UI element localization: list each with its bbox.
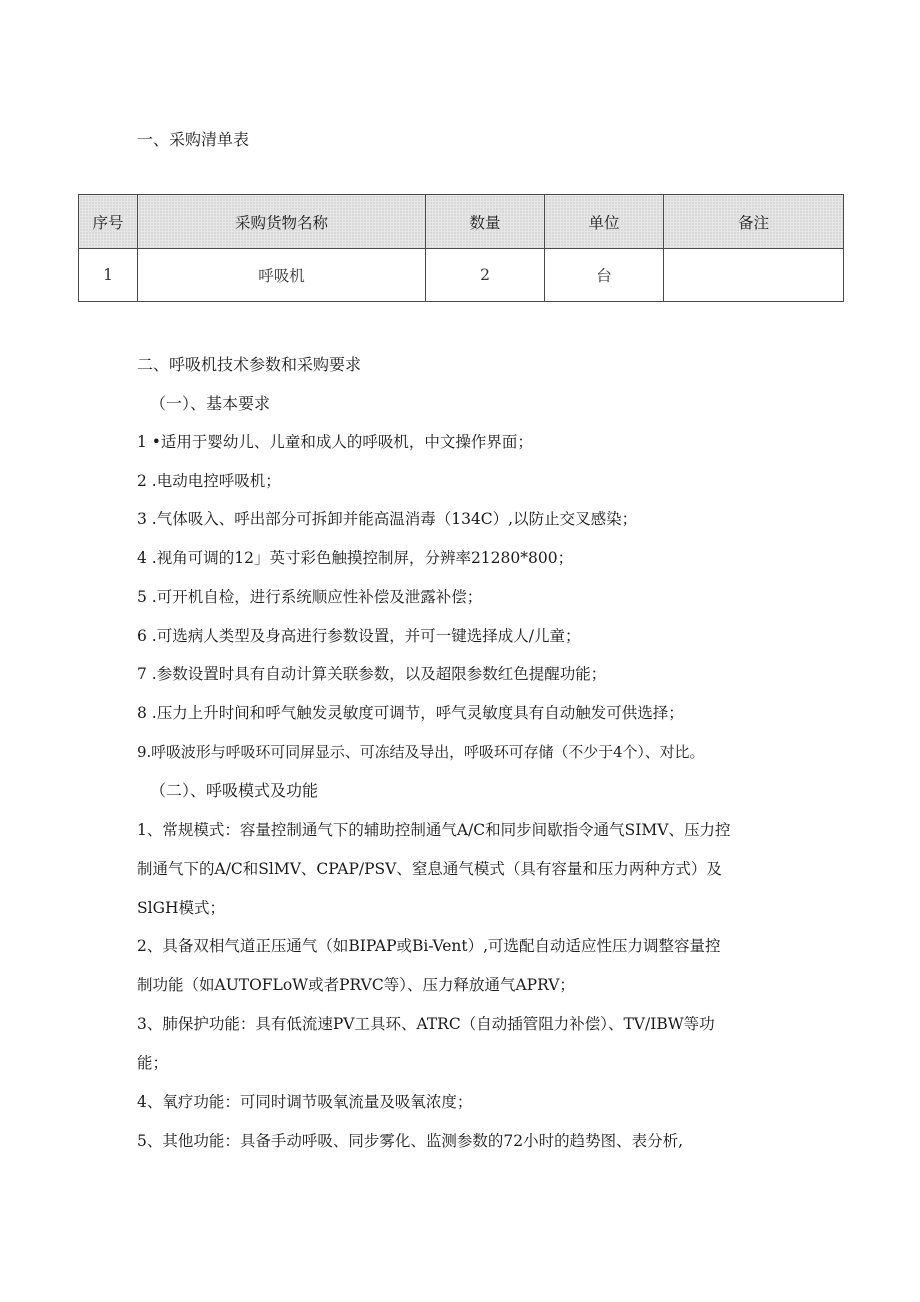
header-index: 序号 — [79, 195, 138, 249]
table-row — [79, 249, 844, 302]
header-remark: 备注 — [664, 195, 844, 249]
text-line: 制功能（如AUTOFLoW或者PRVC等）、压力释放通气APRV； — [137, 976, 575, 994]
list-item: 5 .可开机自检，进行系统顺应性补偿及泄露补偿； — [137, 588, 483, 606]
subsection-basic-title: （一）、基本要求 — [150, 394, 271, 413]
text-line: SlGH模式； — [137, 899, 225, 917]
cell-unit: 台 — [545, 249, 664, 302]
text-line: 4、氧疗功能：可同时调节吸氧流量及吸氧浓度； — [137, 1093, 473, 1111]
text-line: 2、具备双相气道正压通气（如BIPAP或Bi-Vent）,可选配自动适应性压力调整容量控 — [137, 937, 721, 955]
text-line: 3、肺保护功能：具有低流速PV工具环、ATRC（自动插管阻力补偿）、TV/IBW等功 — [137, 1015, 715, 1033]
list-item: 6 .可选病人类型及身高进行参数设置，并可一键选择成人/儿童； — [137, 627, 581, 645]
text-line: 5、其他功能：具备手动呼吸、同步雾化、监测参数的72小时的趋势图、表分析, — [137, 1132, 684, 1150]
list-item: 1 •适用于婴幼儿、儿童和成人的呼吸机，中文操作界面； — [137, 433, 533, 451]
list-item: 7 .参数设置时具有自动计算关联参数，以及超限参数红色提醒功能； — [137, 665, 607, 683]
list-item: 3 .气体吸入、呼出部分可拆卸并能高温消毒（134C）,以防止交叉感染； — [137, 510, 638, 528]
section-2-title: 二、呼吸机技术参数和采购要求 — [137, 355, 362, 374]
cell-remark — [664, 249, 844, 302]
list-item: 9.呼吸波形与呼吸环可同屏显示、可冻结及导出，呼吸环可存储（不少于4个）、对比。 — [137, 743, 705, 761]
header-unit: 单位 — [545, 195, 664, 249]
text-line: 能； — [137, 1054, 169, 1072]
list-item: 8 .压力上升时间和呼气触发灵敏度可调节，呼气灵敏度具有自动触发可供选择； — [137, 704, 684, 722]
text-line: 1、常规模式：容量控制通气下的辅助控制通气A/C和同步间歇指令通气SIMV、压力控 — [137, 821, 731, 839]
header-item-name: 采购货物名称 — [138, 195, 426, 249]
subsection-modes-title: （二）、呼吸模式及功能 — [150, 781, 319, 800]
table-header-row — [79, 195, 844, 249]
cell-item-name: 呼吸机 — [138, 249, 426, 302]
text-line: 制通气下的A/C和SlMV、CPAP/PSV、窒息通气模式（具有容量和压力两种方式）及 — [137, 860, 722, 878]
cell-index: 1 — [79, 249, 138, 302]
header-quantity: 数量 — [426, 195, 545, 249]
section-1-title: 一、采购清单表 — [137, 130, 250, 149]
list-item: 2 .电动电控呼吸机； — [137, 472, 281, 490]
list-item: 4 .视角可调的12」英寸彩色触摸控制屏，分辨率21280*800； — [137, 549, 574, 567]
procurement-table — [78, 194, 844, 302]
cell-quantity: 2 — [426, 249, 545, 302]
